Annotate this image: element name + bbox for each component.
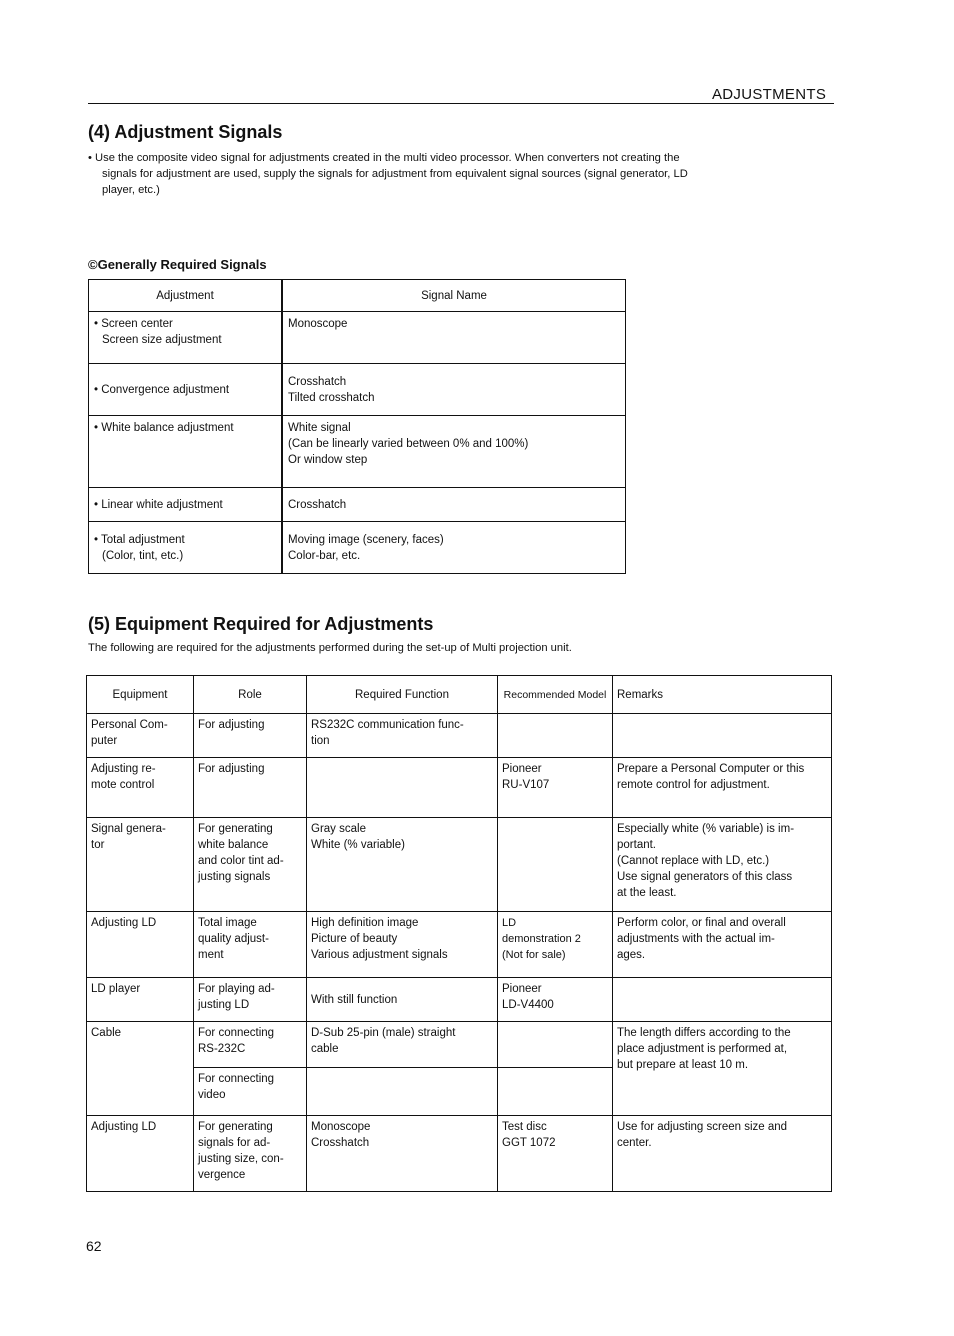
- cell-line: Crosshatch: [311, 1137, 370, 1149]
- cell-role: [194, 758, 307, 818]
- cell-role: [194, 714, 307, 758]
- cell-model: [498, 1022, 613, 1068]
- cell-model: [498, 978, 613, 1022]
- cell-model: [498, 912, 613, 978]
- cell-function: [307, 1022, 498, 1068]
- cell-line: portant.: [617, 839, 656, 851]
- cell-function: [307, 1068, 498, 1116]
- cell-line: Adjusting LD: [91, 1121, 157, 1133]
- table-header-row: [87, 676, 832, 714]
- bullet-line: • Use the composite video signal for adjustments created in the multi video processor. When converters not creating the: [88, 152, 680, 164]
- cell-line: For generating: [198, 1121, 273, 1133]
- equipment-table: [86, 675, 832, 1192]
- cell-line: remote control for adjustment.: [617, 779, 770, 791]
- section-5-title: (5) Equipment Required for Adjustments: [88, 614, 434, 634]
- cell-line: High definition image: [311, 917, 419, 929]
- required-signals-table: [88, 279, 626, 574]
- cell-line: • Total adjustment: [94, 533, 185, 546]
- cell-line: RS-232C: [198, 1043, 246, 1055]
- table-row: [89, 522, 626, 574]
- cell-model: [498, 818, 613, 912]
- cell-line: LD player: [91, 983, 141, 995]
- cell-line: Or window step: [288, 454, 368, 466]
- cell-line: Pioneer: [502, 763, 542, 775]
- bullet-line: signals for adjustment are used, supply the signals for adjustment from equivalent signal sources (signal generator, LD: [102, 168, 688, 180]
- cell-line: video: [198, 1089, 226, 1101]
- cell-function: [307, 912, 498, 978]
- cell-role: [194, 818, 307, 912]
- running-header: ADJUSTMENTS: [712, 86, 827, 103]
- cell-signal: [282, 312, 626, 364]
- cell-adjustment: [89, 488, 283, 522]
- section-4-bullet: [88, 150, 838, 198]
- table-row: [89, 312, 626, 364]
- cell-line: • White balance adjustment: [94, 422, 234, 434]
- header-remarks: Remarks: [613, 676, 832, 714]
- table-row: [87, 714, 832, 758]
- table-row: [89, 416, 626, 488]
- cell-role: [194, 978, 307, 1022]
- table-row: [87, 1116, 832, 1192]
- cell-line: LD-V4400: [502, 999, 554, 1011]
- cell-model: [498, 758, 613, 818]
- cell-line: ment: [198, 949, 224, 961]
- cell-function: [307, 818, 498, 912]
- cell-line: justing signals: [198, 871, 271, 883]
- cell-line: Pioneer: [502, 983, 542, 995]
- cell-line: and color tint ad-: [198, 855, 284, 867]
- cell-signal: [282, 488, 626, 522]
- cell-role: [194, 1116, 307, 1192]
- cell-remarks: [613, 758, 832, 818]
- cell-line: Test disc: [502, 1121, 547, 1133]
- cell-line: tor: [91, 839, 105, 851]
- header-recommended-model: Recommended Model: [498, 676, 613, 714]
- cell-line: center.: [617, 1137, 652, 1149]
- cell-model: [498, 1068, 613, 1116]
- cell-line: Signal genera-: [91, 823, 166, 835]
- cell-equipment: [87, 714, 194, 758]
- cell-line: For adjusting: [198, 763, 265, 775]
- cell-line: Tilted crosshatch: [288, 391, 375, 404]
- cell-role: [194, 1022, 307, 1068]
- cell-line: Especially white (% variable) is im-: [617, 823, 795, 835]
- cell-equipment: [87, 978, 194, 1022]
- cell-line: For playing ad-: [198, 983, 275, 995]
- cell-line: White signal: [288, 422, 351, 434]
- cell-line: The length differs according to the: [617, 1027, 791, 1039]
- cell-remarks: [613, 978, 832, 1022]
- table-row: [87, 978, 832, 1022]
- table-row: [87, 818, 832, 912]
- cell-line: Perform color, or final and overall: [617, 917, 786, 929]
- cell-line: • Convergence adjustment: [94, 383, 230, 396]
- cell-equipment: [87, 912, 194, 978]
- header-adjustment: Adjustment: [89, 280, 283, 312]
- cell-line: Picture of beauty: [311, 933, 398, 945]
- header-rule: [88, 103, 834, 104]
- cell-line: Total image: [198, 917, 257, 929]
- cell-line: With still function: [311, 993, 398, 1006]
- cell-equipment: [87, 818, 194, 912]
- section-5-intro: The following are required for the adjustments performed during the set-up of Multi projection unit.: [88, 642, 572, 654]
- cell-model: [498, 714, 613, 758]
- header-equipment: Equipment: [87, 676, 194, 714]
- cell-line: vergence: [198, 1169, 246, 1181]
- cell-equipment: [87, 1116, 194, 1192]
- cell-line: LD: [502, 917, 517, 929]
- cell-adjustment: [89, 522, 283, 574]
- cell-line: For connecting: [198, 1027, 275, 1039]
- cell-line: Personal Com-: [91, 719, 168, 731]
- cell-remarks: [613, 714, 832, 758]
- cell-line: Use for adjusting screen size and: [617, 1121, 788, 1133]
- cell-line: Various adjustment signals: [311, 949, 448, 961]
- header-role: Role: [194, 676, 307, 714]
- cell-line: ages.: [617, 949, 646, 961]
- cell-equipment: [87, 1022, 194, 1116]
- cell-function: [307, 1116, 498, 1192]
- cell-equipment: [87, 758, 194, 818]
- cell-line: • Screen center: [94, 318, 173, 330]
- cell-signal: [282, 522, 626, 574]
- header-required-function: Required Function: [307, 676, 498, 714]
- cell-line: quality adjust-: [198, 933, 269, 945]
- cell-adjustment: [89, 364, 283, 416]
- bullet-line: player, etc.): [102, 184, 160, 196]
- table-row: [87, 758, 832, 818]
- generally-required-signals-heading: ©Generally Required Signals: [88, 257, 267, 272]
- table-row: [89, 364, 626, 416]
- cell-line: demonstration 2: [502, 933, 581, 945]
- cell-line: D-Sub 25-pin (male) straight: [311, 1027, 456, 1039]
- cell-signal: [282, 364, 626, 416]
- section-4-title: (4) Adjustment Signals: [88, 122, 283, 142]
- cell-role: [194, 912, 307, 978]
- cell-line: Gray scale: [311, 823, 366, 835]
- cell-line: For connecting: [198, 1073, 275, 1085]
- table-header-row: [89, 280, 626, 312]
- cell-line: • Linear white adjustment: [94, 498, 223, 511]
- cell-function: [307, 714, 498, 758]
- cell-line: Adjusting re-: [91, 763, 156, 775]
- table-row: [89, 488, 626, 522]
- cell-line: For adjusting: [198, 719, 265, 731]
- cell-line: mote control: [91, 779, 155, 791]
- cell-line: (Cannot replace with LD, etc.): [617, 855, 770, 867]
- cell-line: RS232C communication func-: [311, 719, 464, 731]
- cell-line: (Color, tint, etc.): [102, 549, 184, 562]
- page-number: 62: [86, 1238, 102, 1254]
- cell-line: Cable: [91, 1027, 122, 1039]
- cell-function: [307, 978, 498, 1022]
- cell-line: RU-V107: [502, 779, 550, 791]
- cell-model: [498, 1116, 613, 1192]
- cell-line: justing LD: [198, 999, 250, 1011]
- cell-function: [307, 758, 498, 818]
- cell-line: GGT 1072: [502, 1137, 556, 1149]
- cell-line: Monoscope: [311, 1121, 371, 1133]
- cell-line: at the least.: [617, 887, 677, 899]
- cell-line: white balance: [198, 839, 269, 851]
- cell-remarks: [613, 912, 832, 978]
- cell-line: Use signal generators of this class: [617, 871, 793, 883]
- header-signal-name: Signal Name: [282, 280, 626, 312]
- cell-line: Monoscope: [288, 318, 348, 330]
- cell-adjustment: [89, 416, 283, 488]
- cell-line: place adjustment is performed at,: [617, 1043, 788, 1055]
- cell-line: puter: [91, 735, 118, 747]
- cell-line: Color-bar, etc.: [288, 549, 361, 562]
- cell-adjustment: [89, 312, 283, 364]
- cell-line: Crosshatch: [288, 375, 347, 388]
- cell-remarks: [613, 818, 832, 912]
- cell-line: justing size, con-: [198, 1153, 284, 1165]
- cell-line: White (% variable): [311, 839, 405, 851]
- cell-line: (Can be linearly varied between 0% and 100%): [288, 438, 529, 450]
- cell-line: Moving image (scenery, faces): [288, 533, 444, 546]
- cell-remarks: [613, 1022, 832, 1116]
- table-row: [87, 1022, 832, 1068]
- cell-signal: [282, 416, 626, 488]
- cell-line: tion: [311, 735, 330, 747]
- cell-line: adjustments with the actual im-: [617, 933, 775, 945]
- cell-line: Screen size adjustment: [102, 334, 222, 346]
- cell-line: (Not for sale): [502, 949, 566, 961]
- cell-line: but prepare at least 10 m.: [617, 1059, 749, 1071]
- cell-role: [194, 1068, 307, 1116]
- table-row: [87, 912, 832, 978]
- cell-line: cable: [311, 1043, 339, 1055]
- cell-line: Crosshatch: [288, 498, 347, 511]
- cell-remarks: [613, 1116, 832, 1192]
- cell-line: Adjusting LD: [91, 917, 157, 929]
- cell-line: Prepare a Personal Computer or this: [617, 763, 805, 775]
- cell-line: signals for ad-: [198, 1137, 271, 1149]
- cell-line: For generating: [198, 823, 273, 835]
